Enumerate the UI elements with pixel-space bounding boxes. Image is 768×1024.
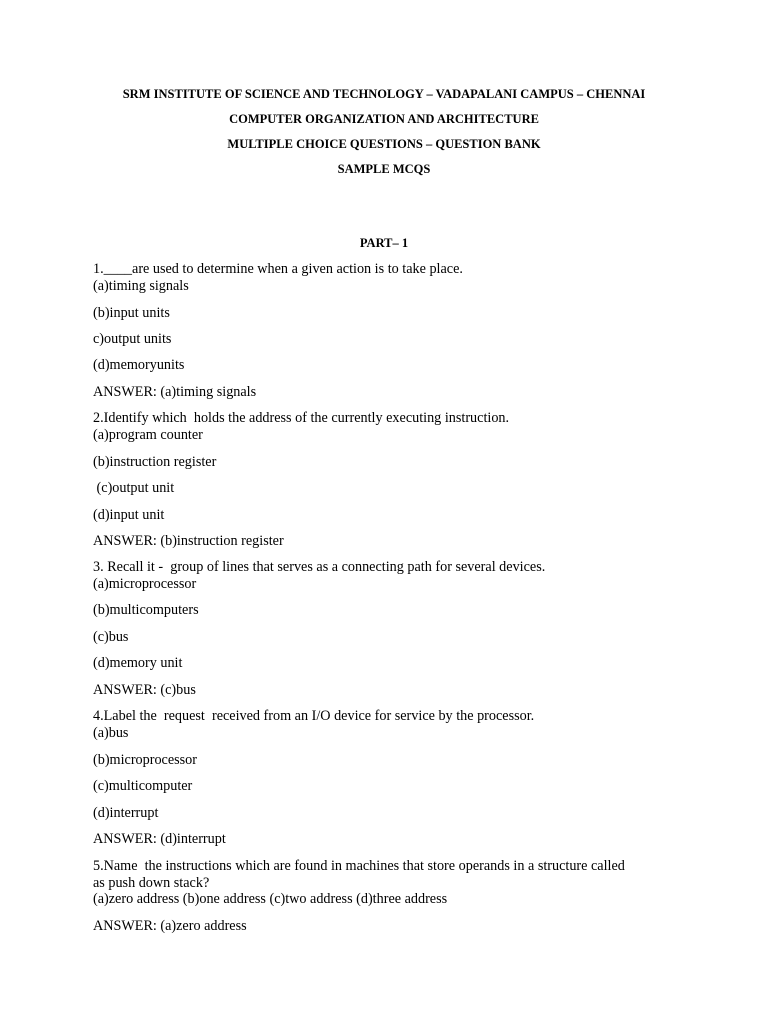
institute-heading: SRM INSTITUTE OF SCIENCE AND TECHNOLOGY – VADAPALANI CAMPUS – CHENNAI [122, 87, 646, 101]
question-1-option-b: (b)input units [93, 305, 170, 321]
question-1-option-d: (d)memoryunits [93, 357, 185, 373]
question-5-answer: ANSWER: (a)zero address [93, 918, 247, 934]
question-5-options: (a)zero address (b)one address (c)two address (d)three address [93, 891, 448, 907]
question-4-option-a: (a)bus [93, 725, 129, 741]
question-3-option-b: (b)multicomputers [93, 602, 199, 618]
question-1-answer: ANSWER: (a)timing signals [93, 384, 257, 400]
question-2-answer: ANSWER: (b)instruction register [93, 533, 284, 549]
question-2-option-a: (a)program counter [93, 427, 203, 443]
question-2-text: 2.Identify which holds the address of the currently executing instruction. [93, 410, 510, 426]
question-3-option-c: (c)bus [93, 629, 129, 645]
question-1-option-a: (a)timing signals [93, 278, 189, 294]
question-3-option-a: (a)microprocessor [93, 576, 197, 592]
question-4-option-d: (d)interrupt [93, 805, 159, 821]
question-4-text: 4.Label the request received from an I/O device for service by the processor. [93, 708, 535, 724]
sample-heading: SAMPLE MCQS [337, 162, 431, 176]
question-4-option-c: (c)multicomputer [93, 778, 193, 794]
question-bank-heading: MULTIPLE CHOICE QUESTIONS – QUESTION BANK [227, 137, 541, 151]
question-4-option-b: (b)microprocessor [93, 752, 198, 768]
question-2-option-b: (b)instruction register [93, 454, 217, 470]
question-3-option-d: (d)memory unit [93, 655, 183, 671]
question-2-option-d: (d)input unit [93, 507, 165, 523]
question-3-answer: ANSWER: (c)bus [93, 682, 196, 698]
question-1-text: 1.____are used to determine when a given action is to take place. [93, 261, 463, 277]
question-3-text: 3. Recall it - group of lines that serves as a connecting path for several devices. [93, 559, 546, 575]
course-heading: COMPUTER ORGANIZATION AND ARCHITECTURE [229, 112, 539, 126]
question-1-option-c: c)output units [93, 331, 172, 347]
question-4-answer: ANSWER: (d)interrupt [93, 831, 226, 847]
question-5-text-line-1: 5.Name the instructions which are found in machines that store operands in a structure called [93, 858, 625, 874]
question-5-text-line-2: as push down stack? [93, 875, 210, 891]
part-heading: PART– 1 [359, 236, 409, 250]
question-2-option-c: (c)output unit [93, 480, 175, 496]
